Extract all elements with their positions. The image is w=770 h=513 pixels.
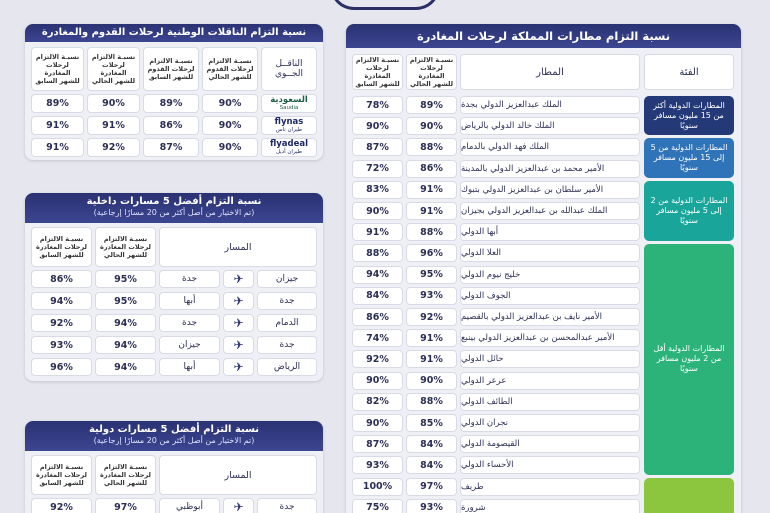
route-previous-rate: 93% [31,336,92,354]
intl-current-header: نسبـة الالتزام لرحلات المغادرة للشهر الحالي [95,455,156,495]
arrival-current-rate: 90% [202,138,258,157]
previous-rate: 78% [352,96,403,114]
route-destination: أبها [159,358,220,376]
carrier-logo-name: flynas [274,117,304,127]
previous-rate: 93% [352,456,403,474]
previous-rate: 100% [352,478,403,496]
category-label: المطارات الدولية من 5 إلى 15 مليون مسافر سنويًا [644,138,734,177]
category-label: المطارات الدولية أقل من 2 مليون مسافر سنويًا [644,244,734,474]
departure-previous-rate: 91% [31,116,84,135]
category-label: المطارات الدولية من 2 إلى 5 مليون مسافر سنويًا [644,181,734,242]
arrival-previous-header: نسبـة الالتزام لرحلات القدوم للشهر السابق [143,47,199,91]
departure-previous-rate: 91% [31,138,84,157]
airport-name: الملك عبدالعزيز الدولي بجدة [460,96,640,114]
category-header: الفئة [644,54,734,90]
route-destination: أبوظبي [159,498,220,513]
airport-name: الجوف الدولي [460,287,640,305]
carrier-logo-name: flyadeal [269,139,309,149]
carriers-panel [25,24,323,160]
departure-current-header: نسبـة الالتزام لرحلات المغادرة للشهر الحالي [87,47,140,91]
previous-rate: 90% [352,202,403,220]
domestic-subtitle: (تم الاختيار من أصل أكثر من 20 مسارًا إرجاعية) [93,208,255,217]
route-destination: جدة [159,270,220,288]
airports-title: نسبة التزام مطارات المملكة لرحلات المغادرة [416,29,671,43]
current-rate: 90% [406,372,457,390]
current-rate: 91% [406,329,457,347]
current-rate: 89% [406,96,457,114]
previous-rate: 74% [352,329,403,347]
previous-rate: 82% [352,393,403,411]
previous-rate: 88% [352,244,403,262]
arrival-previous-rate: 87% [143,138,199,157]
airport-name: عرعر الدولي [460,372,640,390]
current-rate: 84% [406,456,457,474]
airport-header: المطار [460,54,640,90]
departure-current-rate: 90% [87,94,140,113]
previous-rate: 90% [352,414,403,432]
departure-current-rate: 92% [87,138,140,157]
airport-name: الأمير محمد بن عبدالعزيز الدولي بالمدينة [460,160,640,178]
carrier-logo [261,138,317,157]
route-destination: جدة [159,314,220,332]
route-origin: جدة [257,498,317,513]
airport-name: الأمير عبدالمحسن بن عبدالعزيز الدولي بينبع [460,329,640,347]
airplane-icon: ✈ [223,292,254,310]
arrival-current-header: نسبـة الالتزام لرحلات القدوم للشهر الحالي [202,47,258,91]
airport-name: الأمير نايف بن عبدالعزيز الدولي بالقصيم [460,308,640,326]
current-rate: 97% [406,478,457,496]
airport-name: الأحساء الدولي [460,456,640,474]
domestic-previous-header: نسبـة الالتزام لرحلات المغادرة للشهر السابق [31,227,92,267]
international-routes-panel [25,421,323,513]
route-previous-rate: 96% [31,358,92,376]
top-decoration [330,0,440,10]
previous-rate: 75% [352,499,403,513]
current-rate: 91% [406,350,457,368]
route-destination: أبها [159,292,220,310]
route-previous-rate: 86% [31,270,92,288]
intl-route-header: المسار [159,455,317,495]
airport-name: الأمير سلطان بن عبدالعزيز الدولي بتبوك [460,181,640,199]
airport-name: نجران الدولي [460,414,640,432]
route-origin: جدة [257,336,317,354]
domestic-routes-panel [25,193,323,381]
airplane-icon: ✈ [223,358,254,376]
current-rate: 84% [406,435,457,453]
airport-name: خليج نيوم الدولي [460,266,640,284]
carrier-header: الناقــل الجــوي [261,47,317,91]
previous-rate: 86% [352,308,403,326]
route-current-rate: 95% [95,270,156,288]
arrival-previous-rate: 86% [143,116,199,135]
arrival-current-rate: 90% [202,94,258,113]
route-current-rate: 95% [95,292,156,310]
domestic-current-header: نسبـة الالتزام لرحلات المغادرة للشهر الحالي [95,227,156,267]
previous-rate: 87% [352,138,403,156]
current-rate: 92% [406,308,457,326]
departure-current-rate: 91% [87,116,140,135]
previous-rate: 90% [352,117,403,135]
previous-rate: 94% [352,266,403,284]
route-current-rate: 94% [95,358,156,376]
category-label: المطارات الدولية أكثر من 15 مليون مسافر سنويًا [644,96,734,135]
arrival-previous-rate: 89% [143,94,199,113]
route-origin: جيزان [257,270,317,288]
departure-previous-header: نسبـة الالتزام لرحلات المغادرة للشهر السابق [31,47,84,91]
route-current-rate: 94% [95,336,156,354]
route-previous-rate: 92% [31,314,92,332]
route-origin: جدة [257,292,317,310]
airplane-icon: ✈ [223,314,254,332]
current-rate: 88% [406,138,457,156]
airplane-icon: ✈ [223,498,254,513]
international-title: نسبة التزام أفضل 5 مسارات دولية [88,424,260,435]
current-rate: 88% [406,393,457,411]
airport-name: الطائف الدولي [460,393,640,411]
airports-panel-header [346,24,741,48]
airport-name: أبها الدولي [460,223,640,241]
previous-rate: 90% [352,372,403,390]
previous-rate: 91% [352,223,403,241]
international-panel-header [25,421,323,451]
carriers-title: نسبة التزام الناقلات الوطنية لرحلات القدوم والمغادرة [41,27,307,38]
carrier-logo-name: السعودية [270,95,308,105]
route-current-rate: 97% [95,498,156,513]
departure-previous-rate: 89% [31,94,84,113]
airport-name: شرورة [460,499,640,513]
route-previous-rate: 92% [31,498,92,513]
airport-name: طريف [460,478,640,496]
route-previous-rate: 94% [31,292,92,310]
airport-name: القيصومة الدولي [460,435,640,453]
airport-name: الملك عبدالله بن عبدالعزيز الدولي بجيزان [460,202,640,220]
route-header: المسار [159,227,317,267]
carrier-logo [261,116,317,135]
route-current-rate: 94% [95,314,156,332]
carrier-logo-sub: طيران أديل [275,149,303,155]
carrier-logo [261,94,317,113]
airport-name: الملك خالد الدولي بالرياض [460,117,640,135]
current-rate: 86% [406,160,457,178]
route-destination: جيزان [159,336,220,354]
current-rate: 95% [406,266,457,284]
route-origin: الدمام [257,314,317,332]
domestic-title: نسبة التزام أفضل 5 مسارات داخلية [86,196,262,207]
current-rate: 93% [406,499,457,513]
airplane-icon: ✈ [223,270,254,288]
previous-rate: 87% [352,435,403,453]
arrival-current-rate: 90% [202,116,258,135]
domestic-panel-header [25,193,323,223]
airplane-icon: ✈ [223,336,254,354]
intl-previous-header: نسبـة الالتزام لرحلات المغادرة للشهر السابق [31,455,92,495]
airport-name: العلا الدولي [460,244,640,262]
airport-name: حائل الدولي [460,350,640,368]
current-month-header: نسبـة الالتزام لرحلات المغادرة للشهر الحالي [406,54,457,90]
current-rate: 90% [406,117,457,135]
airports-panel [346,24,741,513]
previous-rate: 92% [352,350,403,368]
current-rate: 93% [406,287,457,305]
previous-rate: 83% [352,181,403,199]
previous-rate: 72% [352,160,403,178]
airport-name: الملك فهد الدولي بالدمام [460,138,640,156]
carriers-panel-header [25,24,323,42]
current-rate: 85% [406,414,457,432]
carrier-logo-sub: طيران ناس [275,127,303,133]
route-origin: الرياض [257,358,317,376]
current-rate: 91% [406,181,457,199]
current-rate: 96% [406,244,457,262]
current-rate: 91% [406,202,457,220]
international-subtitle: (تم الاختيار من أصل أكثر من 20 مسارًا إرجاعية) [93,436,255,445]
current-rate: 88% [406,223,457,241]
carrier-logo-sub: Saudia [279,105,299,111]
previous-rate: 84% [352,287,403,305]
category-label [644,478,734,513]
previous-month-header: نسبـة الالتزام لرحلات المغادرة للشهر السابق [352,54,403,90]
